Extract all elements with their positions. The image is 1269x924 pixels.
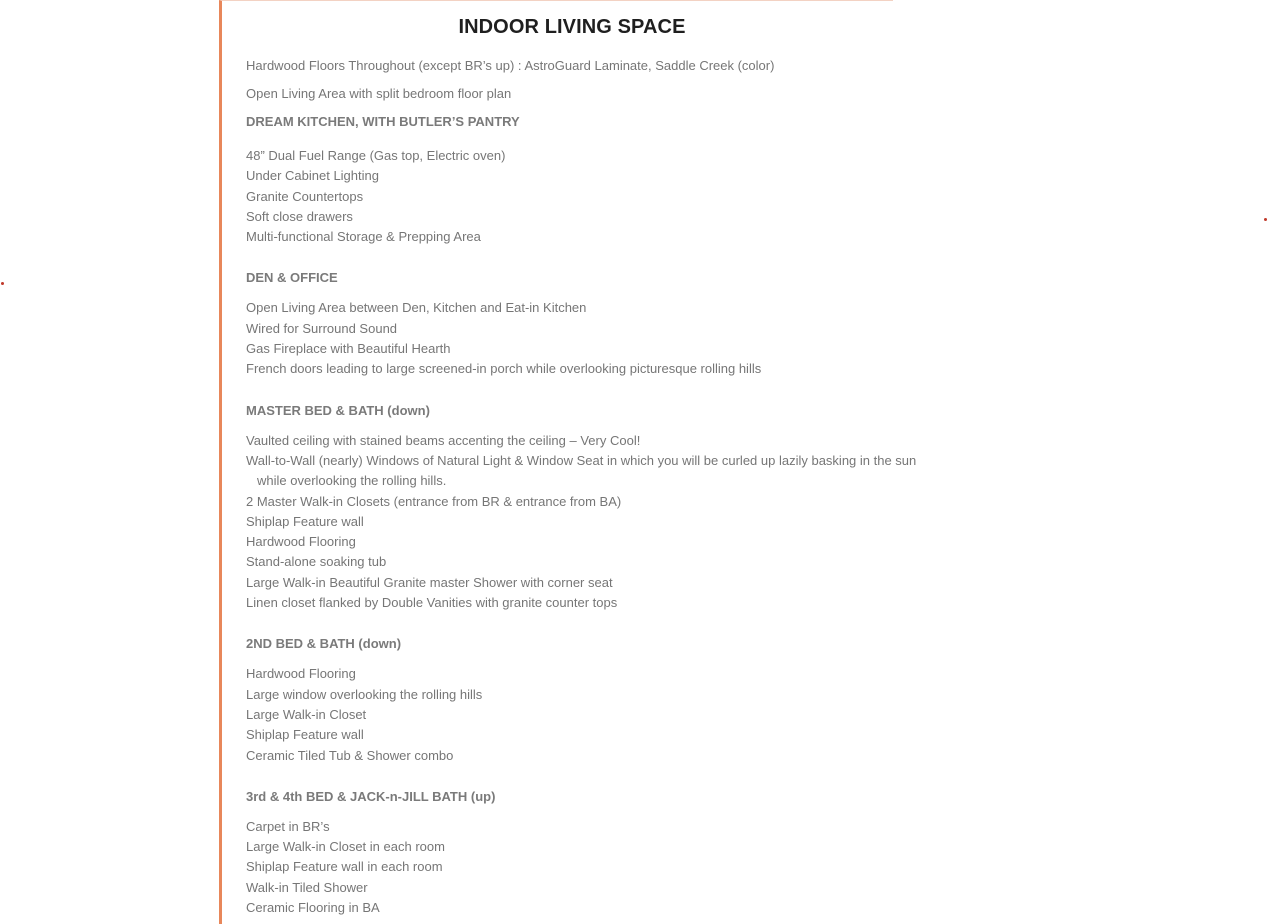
page-title: INDOOR LIVING SPACE (458, 16, 686, 38)
list-item: Carpet in BR’s (246, 818, 330, 834)
list-item: Wall-to-Wall (nearly) Windows of Natural Light & Window Seat in which you will be curled up lazily basking in the sun while overlooking the rolling hills. (246, 452, 917, 489)
intro-line: Hardwood Floors Throughout (except BR’s up) : AstroGuard Laminate, Saddle Creek (color) (246, 58, 775, 73)
section-list-den-office (246, 298, 906, 379)
feature-list (246, 56, 917, 918)
list-item: Soft close drawers (246, 208, 353, 224)
list-item: Shiplap Feature wall in each room (246, 859, 443, 875)
list-item: 48” Dual Fuel Range (Gas top, Electric oven) (246, 148, 506, 163)
list-item: Ceramic Flooring in BA (246, 900, 380, 916)
section-heading-upstairs-beds: 3rd & 4th BED & JACK-n-JILL BATH (up) (246, 788, 496, 804)
list-item: Vaulted ceiling with stained beams accenting the ceiling – Very Cool! (246, 432, 641, 448)
marker-dot-right (1264, 218, 1267, 221)
list-item: French doors leading to large screened-in porch while overlooking picturesque rolling hills (246, 361, 762, 377)
list-item: Large Walk-in Closet in each room (246, 839, 445, 855)
list-item: Wired for Surround Sound (246, 320, 398, 336)
list-item: Hardwood Flooring (246, 666, 356, 682)
content-panel (219, 0, 917, 924)
section-heading-master: MASTER BED & BATH (down) (246, 402, 430, 418)
list-item: Large Walk-in Closet (246, 706, 367, 722)
list-item: 2 Master Walk-in Closets (entrance from BR & entrance from BA) (246, 493, 622, 509)
list-item: Walk-in Tiled Shower (246, 879, 368, 895)
section-heading-den-office: DEN & OFFICE (246, 270, 338, 286)
list-item: Hardwood Flooring (246, 534, 356, 550)
list-item: Gas Fireplace with Beautiful Hearth (246, 341, 451, 357)
section-heading-kitchen: DREAM KITCHEN, WITH BUTLER’S PANTRY (246, 114, 520, 129)
marker-dot-left (1, 282, 4, 285)
list-item: Open Living Area between Den, Kitchen and Eat-in Kitchen (246, 300, 587, 316)
list-item: Linen closet flanked by Double Vanities with granite counter tops (246, 595, 618, 611)
section-list-kitchen (246, 146, 906, 247)
list-item: Shiplap Feature wall (246, 727, 364, 743)
list-item: Shiplap Feature wall (246, 513, 364, 529)
intro-line: Open Living Area with split bedroom floor plan (246, 86, 512, 101)
section-list-upstairs-beds (246, 817, 906, 918)
list-item: Multi-functional Storage & Prepping Area (246, 229, 481, 245)
list-item: Granite Countertops (246, 188, 364, 204)
section-heading-second-bed: 2ND BED & BATH (down) (246, 636, 402, 652)
list-item: Stand-alone soaking tub (246, 554, 387, 570)
list-item: Ceramic Tiled Tub & Shower combo (246, 747, 454, 763)
section-list-second-bed (246, 664, 906, 765)
list-item: Large Walk-in Beautiful Granite master Shower with corner seat (246, 574, 613, 590)
list-item: Under Cabinet Lighting (246, 168, 379, 184)
list-item: Large window overlooking the rolling hills (246, 686, 483, 702)
section-list-master (246, 431, 917, 614)
